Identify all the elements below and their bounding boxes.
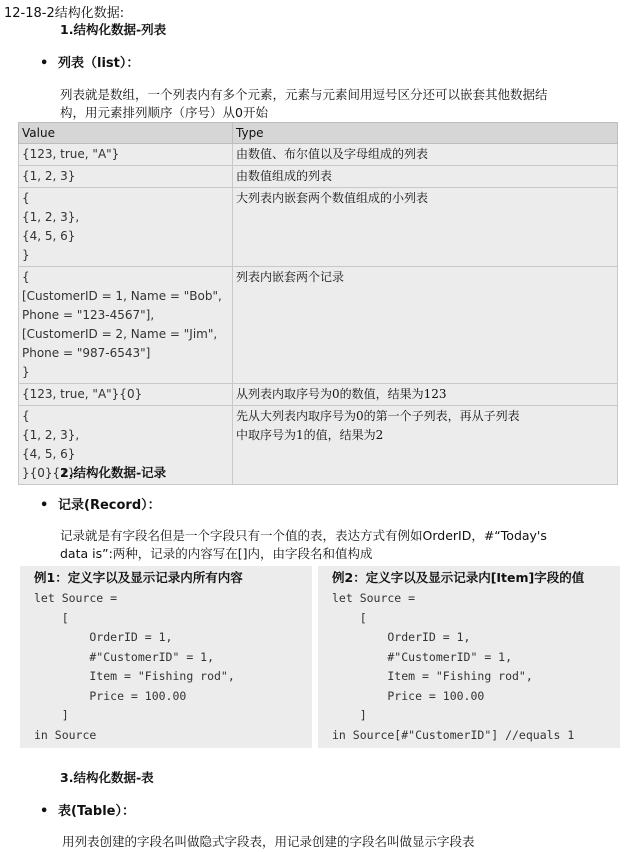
type-line: 先从大列表内取序号为0的第一个子列表，再从子列表: [236, 409, 520, 423]
type-cell: [233, 144, 618, 166]
value-line: }{0}{1}: [22, 466, 76, 480]
code-line: Price = 100.00: [332, 688, 485, 703]
value-cell: [19, 188, 233, 267]
code-example-heading: 例2：定义字以及显示记录内[Item]字段的值: [332, 570, 585, 585]
code-line: [: [34, 610, 69, 625]
type-cell: [233, 384, 618, 406]
section-heading-table: 3.结构化数据-表: [60, 770, 154, 785]
table-row: [19, 267, 618, 384]
table-description: [62, 833, 622, 851]
bullet-dot: •: [40, 56, 49, 71]
paragraph-line: 构，用元素排列顺序（序号）从0开始: [60, 105, 268, 120]
type-line: 列表内嵌套两个记录: [236, 270, 345, 284]
code-line: OrderID = 1,: [34, 630, 173, 644]
value-line: [CustomerID = 1, Name = "Bob",: [22, 289, 222, 303]
table-row: [19, 384, 618, 406]
code-line: Item = "Fishing rod",: [332, 669, 533, 683]
table-row: [19, 166, 618, 188]
type-line: 由数值、布尔值以及字母组成的列表: [236, 147, 429, 161]
value-cell: [19, 384, 233, 406]
table-row: [19, 144, 618, 166]
table-row: [19, 188, 618, 267]
code-line: #"CustomerID" = 1,: [34, 649, 215, 664]
type-cell: [233, 188, 618, 267]
section-heading-list: 1.结构化数据-列表: [60, 22, 167, 37]
page-title: 12-18-2结构化数据:: [4, 6, 125, 21]
paragraph-line: 列表就是数组，一个列表内有多个元素，元素与元素间用逗号区分还可以嵌套其他数据结: [60, 87, 548, 102]
value-line: {: [22, 270, 30, 284]
value-line: {123, true, "A"}: [22, 147, 120, 161]
value-line: {1, 2, 3},: [22, 210, 80, 224]
value-line: {1, 2, 3}: [22, 169, 76, 183]
list-description: [60, 86, 620, 122]
bullet-record: [40, 494, 161, 513]
value-line: {1, 2, 3},: [22, 428, 80, 442]
code-block: [318, 586, 620, 745]
type-line: 从列表内取序号为0的数值，结果为123: [236, 387, 447, 401]
bullet-list: [40, 52, 139, 71]
code-block: [20, 586, 312, 745]
record-description: [60, 527, 620, 563]
bullet-label: 记录(Record）：: [58, 498, 161, 513]
type-line: 中取序号为1的值，结果为2: [236, 428, 384, 442]
code-line: [: [332, 610, 367, 625]
code-example-heading: 例1：定义字以及显示记录内所有内容: [34, 570, 243, 585]
value-cell: [19, 144, 233, 166]
value-line: }: [22, 365, 30, 379]
code-example-1: [20, 566, 312, 748]
section-heading-record: 2.结构化数据-记录: [60, 465, 167, 480]
value-line: {4, 5, 6}: [22, 447, 76, 461]
table-header-row: [19, 123, 618, 144]
column-header-type: Type: [233, 123, 618, 144]
value-line: Phone = "987-6543"]: [22, 346, 151, 360]
type-line: 大列表内嵌套两个数值组成的小列表: [236, 191, 429, 205]
code-line: let Source =: [34, 591, 118, 605]
paragraph-line: 用列表创建的字段名叫做隐式字段表，用记录创建的字段名叫做显示字段表: [62, 834, 475, 849]
value-line: {: [22, 409, 30, 423]
value-line: }: [22, 248, 30, 262]
code-line: in Source[#"CustomerID"] //equals 1: [332, 727, 575, 742]
code-line: ]: [34, 708, 69, 722]
value-line: {123, true, "A"}{0}: [22, 387, 143, 401]
bullet-table: [40, 800, 135, 819]
code-line: Price = 100.00: [34, 688, 187, 703]
bullet-dot: •: [40, 498, 49, 513]
bullet-label: 列表（list）：: [58, 56, 140, 71]
value-line: Phone = "123-4567"],: [22, 308, 155, 322]
code-line: ]: [332, 708, 367, 722]
column-header-value: Value: [19, 123, 233, 144]
code-line: in Source: [34, 727, 97, 742]
value-cell: [19, 267, 233, 384]
code-line: let Source =: [332, 591, 416, 605]
code-line: Item = "Fishing rod",: [34, 669, 235, 683]
value-cell: [19, 166, 233, 188]
bullet-dot: •: [40, 804, 49, 819]
type-cell: [233, 166, 618, 188]
value-line: {4, 5, 6}: [22, 229, 76, 243]
type-line: 由数值组成的列表: [236, 169, 333, 183]
code-example-2: [318, 566, 620, 748]
type-cell: [233, 267, 618, 384]
value-line: {: [22, 191, 30, 205]
paragraph-line: data is”:两种，记录的内容写在[]内，由字段名和值构成: [60, 546, 373, 561]
type-cell: [233, 406, 618, 485]
code-line: OrderID = 1,: [332, 630, 471, 644]
bullet-label: 表(Table）：: [58, 804, 135, 819]
list-examples-table: [18, 122, 618, 485]
value-line: [CustomerID = 2, Name = "Jim",: [22, 327, 218, 341]
code-line: #"CustomerID" = 1,: [332, 649, 513, 664]
paragraph-line: 记录就是有字段名但是一个字段只有一个值的表，表达方式有例如OrderID，#“Today's: [60, 528, 547, 543]
